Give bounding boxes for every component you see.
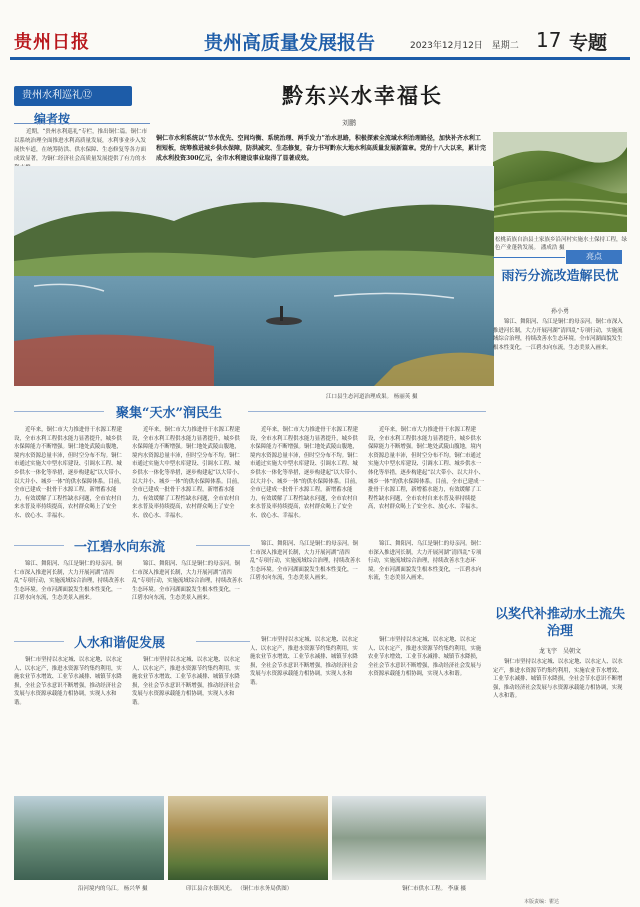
bottom-photo-3-caption: 铜仁市供水工程。 李康 摄: [402, 886, 466, 892]
page-number: 17: [536, 28, 562, 52]
section-2-heading: 一江碧水向东流: [74, 540, 166, 555]
section-1-rule-left: [14, 411, 104, 412]
issue-date: 2023年12月12日 星期二: [410, 41, 519, 51]
column-tag: 贵州水利巡礼⑫: [14, 86, 132, 106]
section-label: 专题: [569, 32, 608, 54]
main-headline: 黔东兴水幸福长: [282, 83, 443, 108]
section-3-text-col-1: 铜仁市坚持以水定城、以水定地、以水定人、以水定产，推进水资源节约集约利用，实施农业节水增效、工业节水减排、城镇节水降损，全社会节水意识不断增强，推动经济社会发展与水资源承载能力相协调，实现人水和谐。: [14, 657, 123, 706]
section-2-text-col-4: 锦江、舞阳河、乌江是铜仁的母亲河。铜仁市深入推进河长制，大力开展河湖“清四乱”专项行动，实施流域综合治理，持续改善水生态环境。全市河湖面貌发生根本性变化，一江碧水向东流，生态美景入画来。: [368, 541, 482, 582]
sidebar-article-2-title: 以奖代补推动水土流失治理: [494, 607, 625, 639]
section-3-text-col-4: 铜仁市坚持以水定城、以水定地、以水定人、以水定产，推进水资源节约集约利用，实施农业节水增效、工业节水减排、城镇节水降损，全社会节水意识不断增强，推动经济社会发展与水资源承载能力相协调，实现人水和谐。: [368, 637, 482, 678]
section-1-text-col-2: 近年来，铜仁市大力推进骨干水源工程建设，全市水利工程供水能力显著提升，城乡供水保障能力不断增强。铜仁地处武陵山腹地，境内水资源总量丰沛，但时空分布不均。铜仁市通过实施大中型水库建设、引调水工程、城乡供水一体化等举措，逐步构建起“以大带小、以大并小、城乡一体”的供水保障体系。目前，全市已建成一批骨干水源工程，新增蓄水能力，有效缓解了工程性缺水问题，全市农村自来水普及率持续提高，农村群众喝上了安全水、放心水、幸福水。: [132, 427, 243, 519]
section-1-text-col-4: 近年来，铜仁市大力推进骨干水源工程建设，全市水利工程供水能力显著提升，城乡供水保障能力不断增强。铜仁地处武陵山腹地，境内水资源总量丰沛，但时空分布不均。铜仁市通过实施大中型水库建设、引调水工程、城乡供水一体化等举措，逐步构建起“以大带小、以大并小、城乡一体”的供水保障体系。目前，全市已建成一批骨干水源工程，新增蓄水能力，有效缓解了工程性缺水问题，全市农村自来水普及率持续提高，农村群众喝上了安全水、放心水、幸福水。: [368, 427, 484, 511]
section-1-rule-right: [248, 411, 486, 412]
editor-note-label: 编者按: [34, 112, 71, 126]
bottom-photo-1: [14, 796, 164, 880]
lead-paragraph: 铜仁市水利系统以“节水优先、空间均衡、系统治理、两手发力”治水思路，积极探索全流域水利治理路径，加快补齐水利工程短板，统筹推进城乡供水保障，防洪减灾、生态修复，奋力书写黔东大地水利高质量发展新篇章。党的十八大以来，累计完成水利投资300亿元，全市水利建设事业取得了显著成效。: [156, 135, 486, 162]
bottom-photo-3: [332, 796, 486, 880]
sidebar-article-2-author: 龙飞宇 吴朝文: [538, 648, 581, 655]
section-2-rule-left: [14, 545, 64, 546]
byline: 刘鹏: [342, 119, 356, 127]
column-tag-arrow-icon: [122, 86, 132, 106]
section-3-rule-right: [196, 641, 250, 642]
page-footer-editor: 本版责编：瞿达: [524, 899, 560, 905]
terrace-photo: [493, 132, 627, 232]
bottom-photo-2-caption: 印江县合水镇风光。 （铜仁市水务局供图）: [186, 886, 293, 892]
header-divider: [10, 57, 630, 60]
river-photo-caption: 江口县生态河道治理成果。 杨丽英 摄: [326, 394, 418, 400]
bottom-photo-1-caption: 沿河境内的乌江。 杨兴华 摄: [78, 886, 148, 892]
section-1-text-col-1: 近年来，铜仁市大力推进骨干水源工程建设，全市水利工程供水能力显著提升，城乡供水保障能力不断增强。铜仁地处武陵山腹地，境内水资源总量丰沛，但时空分布不均。铜仁市通过实施大中型水库建设、引调水工程、城乡供水一体化等举措，逐步构建起“以大带小、以大并小、城乡一体”的供水保障体系。目前，全市已建成一批骨干水源工程，新增蓄水能力，有效缓解了工程性缺水问题，全市农村自来水普及率持续提高，农村群众喝上了安全水、放心水、幸福水。: [14, 427, 125, 519]
section-2-text-col-2: 锦江、舞阳河、乌江是铜仁的母亲河。铜仁市深入推进河长制，大力开展河湖“清四乱”专项行动，实施流域综合治理，持续改善水生态环境。全市河湖面貌发生根本性变化，一江碧水向东流，生态美景入画来。: [132, 561, 243, 602]
bottom-photo-2: [168, 796, 328, 880]
section-1-heading: 聚集“天水”润民生: [116, 406, 222, 421]
section-3-heading: 人水和谐促发展: [74, 636, 166, 651]
editor-note-text: 近期，“贵州水利巡礼”专栏，推出铜仁篇。铜仁市以系统治理全面推进水利高质量发展，水利事业步入发展快车道，在统筹防洪、供水保障、生态修复等各方面成效显著，为铜仁经济社会高质量发展提供了有力的水: [14, 123, 150, 195]
river-photo: [14, 166, 494, 386]
section-3-rule-left: [14, 641, 64, 642]
section-3-text-col-2: 铜仁市坚持以水定城、以水定地、以水定人、以水定产，推进水资源节约集约利用，实施农业节水增效、工业节水减排、城镇节水降损，全社会节水意识不断增强，推动经济社会发展与水资源承载能力相协调，实现人水和谐。: [132, 657, 241, 706]
section-2-text-col-3: 锦江、舞阳河、乌江是铜仁的母亲河。铜仁市深入推进河长制，大力开展河湖“清四乱”专项行动，实施流域综合治理，持续改善水生态环境。全市河湖面貌发生根本性变化，一江碧水向东流，生态美景入画来。: [250, 541, 361, 582]
section-3-text-col-3: 铜仁市坚持以水定城、以水定地、以水定人、以水定产，推进水资源节约集约利用，实施农业节水增效、工业节水减排、城镇节水降损，全社会节水意识不断增强，推动经济社会发展与水资源承载能力相协调，实现人水和谐。: [250, 637, 359, 686]
sidebar-tag-rule: [493, 257, 565, 258]
sidebar-article-1-author: 孙小勇: [550, 308, 569, 315]
sidebar-article-1-text: 锦江、舞阳河、乌江是铜仁的母亲河。铜仁市深入推进河长制，大力开展河湖“清四乱”专项行动，实施流域综合治理，持续改善水生态环境。全市河湖面貌发生根本性变化，一江碧水向东流，生态美景入画来。: [493, 319, 623, 351]
sidebar-article-1-title: 雨污分流改造解民忧: [501, 269, 619, 284]
newspaper-logo: 贵州日报: [14, 32, 90, 53]
terrace-photo-caption: 松桃苗族自治县土家族乡沿河村实施水土保持工程，绿色产业蓬勃发展。 潘成浩 摄: [495, 237, 628, 251]
section-2-text-col-1: 锦江、舞阳河、乌江是铜仁的母亲河。铜仁市深入推进河长制，大力开展河湖“清四乱”专项行动，实施流域综合治理，持续改善水生态环境。全市河湖面貌发生根本性变化，一江碧水向东流，生态美景入画来。: [14, 561, 125, 602]
sidebar-article-2-text: 铜仁市坚持以水定城、以水定地、以水定人、以水定产，推进水资源节约集约利用，实施农业节水增效、工业节水减排、城镇节水降损，全社会节水意识不断增强，推动经济社会发展与水资源承载能力相协调，实现人水和谐。: [493, 659, 623, 700]
page-header-title: 贵州高质量发展报告: [204, 32, 376, 54]
section-1-text-col-3: 近年来，铜仁市大力推进骨干水源工程建设，全市水利工程供水能力显著提升，城乡供水保障能力不断增强。铜仁地处武陵山腹地，境内水资源总量丰沛，但时空分布不均。铜仁市通过实施大中型水库建设、引调水工程、城乡供水一体化等举措，逐步构建起“以大带小、以大并小、城乡一体”的供水保障体系。目前，全市已建成一批骨干水源工程，新增蓄水能力，有效缓解了工程性缺水问题，全市农村自来水普及率持续提高，农村群众喝上了安全水、放心水、幸福水。: [250, 427, 361, 519]
sidebar-highlight-tag: 亮点: [566, 250, 622, 264]
section-2-rule-right: [196, 545, 250, 546]
